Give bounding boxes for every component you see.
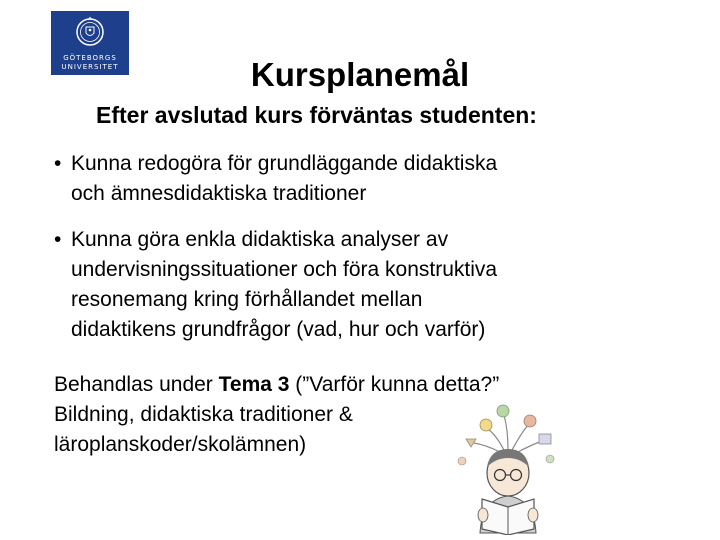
bullet-1-line-1: Kunna redogöra för grundläggande didaktiska (71, 152, 498, 175)
reading-person-illustration (446, 395, 566, 535)
logo-text-line1: GÖTEBORGS (63, 54, 117, 62)
note-line-2: Bildning, didaktiska traditioner & (54, 403, 353, 426)
note-prefix: Behandlas under (54, 373, 219, 396)
bullet-item-1 (54, 149, 654, 209)
university-seal-icon (75, 16, 105, 50)
note-line-1 (54, 370, 499, 400)
bullet-2-line-4: didaktikens grundfrågor (vad, hur och varför) (71, 318, 486, 341)
bullet-dot: • (54, 228, 62, 251)
note-theme-bold: Tema 3 (218, 373, 290, 396)
bullet-2-line-3: resonemang kring förhållandet mellan (71, 288, 423, 311)
bullet-1-line-2: och ämnesdidaktiska traditioner (71, 182, 367, 205)
bullet-item-2 (54, 225, 654, 345)
note-suffix: (”Varför kunna detta?” (289, 373, 500, 396)
bullet-dot: • (54, 152, 62, 175)
bullet-2-line-2: undervisningssituationer och föra konstruktiva (71, 258, 498, 281)
slide-title: Kursplanemål (250, 56, 470, 93)
slide-subtitle: Efter avslutad kurs förväntas studenten: (96, 102, 537, 128)
bullet-2-line-1: Kunna göra enkla didaktiska analyser av (71, 228, 449, 251)
note-line-3: läroplanskoder/skolämnen) (54, 433, 307, 456)
theme-note (54, 370, 499, 460)
logo-text-line2: UNIVERSITET (61, 63, 119, 71)
